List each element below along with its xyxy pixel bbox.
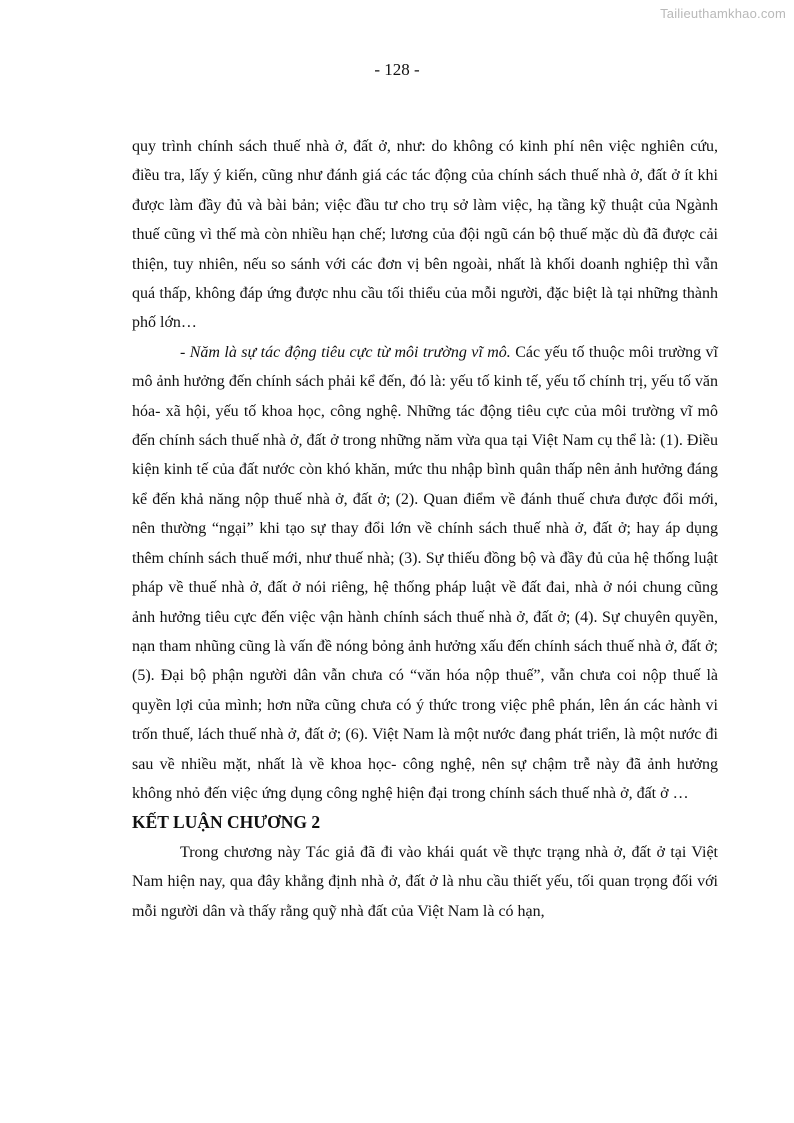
document-body	[132, 132, 718, 926]
page-number: - 128 -	[374, 60, 420, 79]
section-heading: KẾT LUẬN CHƯƠNG 2	[132, 812, 321, 833]
watermark: Tailieuthamkhao.com	[660, 6, 786, 21]
paragraph-body: Các yếu tố thuộc môi trường vĩ mô ảnh hưởng đến chính sách phải kể đến, đó là: yếu tố kinh tế, yếu tố chính trị, yếu tố văn hóa- xã hội, yếu tố khoa học, công nghệ. Những tác động tiêu cực của môi trường vĩ mô đến chính sách thuế nhà ở, đất ở trong những năm vừa qua tại Việt Nam cụ thể là: (1). Điều kiện kinh tế của đất nước còn khó khăn, mức thu nhập bình quân thấp nên ảnh hưởng đáng kể đến khả năng nộp thuế nhà ở, đất ở; (2). Quan điểm về đánh thuế chưa được đổi mới, nên thường “ngại” khi tạo sự thay đổi lớn về chính sách thuế nhà ở, đất ở; hay áp dụng thêm chính sách thuế mới, như thuế nhà; (3). Sự thiếu đồng bộ và đầy đủ của hệ thống luật pháp về thuế nhà ở, đất ở nói riêng, hệ thống pháp luật về đất đai, nhà ở nói chung cũng ảnh hưởng tiêu cực đến việc vận hành chính sách thuế nhà ở, đất ở; (4). Sự chuyên quyền, nạn tham nhũng cũng là vấn đề nóng bỏng ảnh hưởng xấu đến chính sách thuế nhà ở, đất ở; (5). Đại bộ phận người dân vẫn chưa có “văn hóa nộp thuế”, vẫn chưa coi nộp thuế là quyền lợi của mình; hơn nữa cũng chưa có ý thức trong việc phê phán, lên án các hành vi trốn thuế, lách thuế nhà ở, đất ở; (6). Việt Nam là một nước đang phát triển, là một nước đi sau về nhiều mặt, nhất là về khoa học- công nghệ, nên sự chậm trễ này đã ảnh hưởng không nhỏ đến việc ứng dụng công nghệ hiện đại trong chính sách thuế nhà ở, đất ở …	[132, 343, 718, 802]
paragraph-conclusion: Trong chương này Tác giả đã đi vào khái quát về thực trạng nhà ở, đất ở tại Việt Nam hiện nay, qua đây khẳng định nhà ở, đất ở là nhu cầu thiết yếu, tối quan trọng đối với mỗi người dân và thấy rằng quỹ nhà đất của Việt Nam là có hạn,	[132, 843, 718, 920]
paragraph-lead-italic: - Năm là sự tác động tiêu cực từ môi trường vĩ mô.	[180, 343, 511, 361]
paragraph-macro-environment	[132, 338, 718, 809]
paragraph-continuation: quy trình chính sách thuế nhà ở, đất ở, như: do không có kinh phí nên việc nghiên cứu, điều tra, lấy ý kiến, cũng như đánh giá các tác động của chính sách thuế nhà ở, đất ở ít khi được làm đầy đủ và bài bản; việc đầu tư cho trụ sở làm việc, hạ tầng kỹ thuật của Ngành thuế cũng vì thế mà còn nhiều hạn chế; lương của đội ngũ cán bộ thuế mặc dù đã được cải thiện, tuy nhiên, nếu so sánh với các đơn vị bên ngoài, nhất là khối doanh nghiệp thì vẫn quá thấp, không đáp ứng được nhu cầu tối thiểu của mỗi người, đặc biệt là tại những thành phố lớn…	[132, 138, 718, 332]
